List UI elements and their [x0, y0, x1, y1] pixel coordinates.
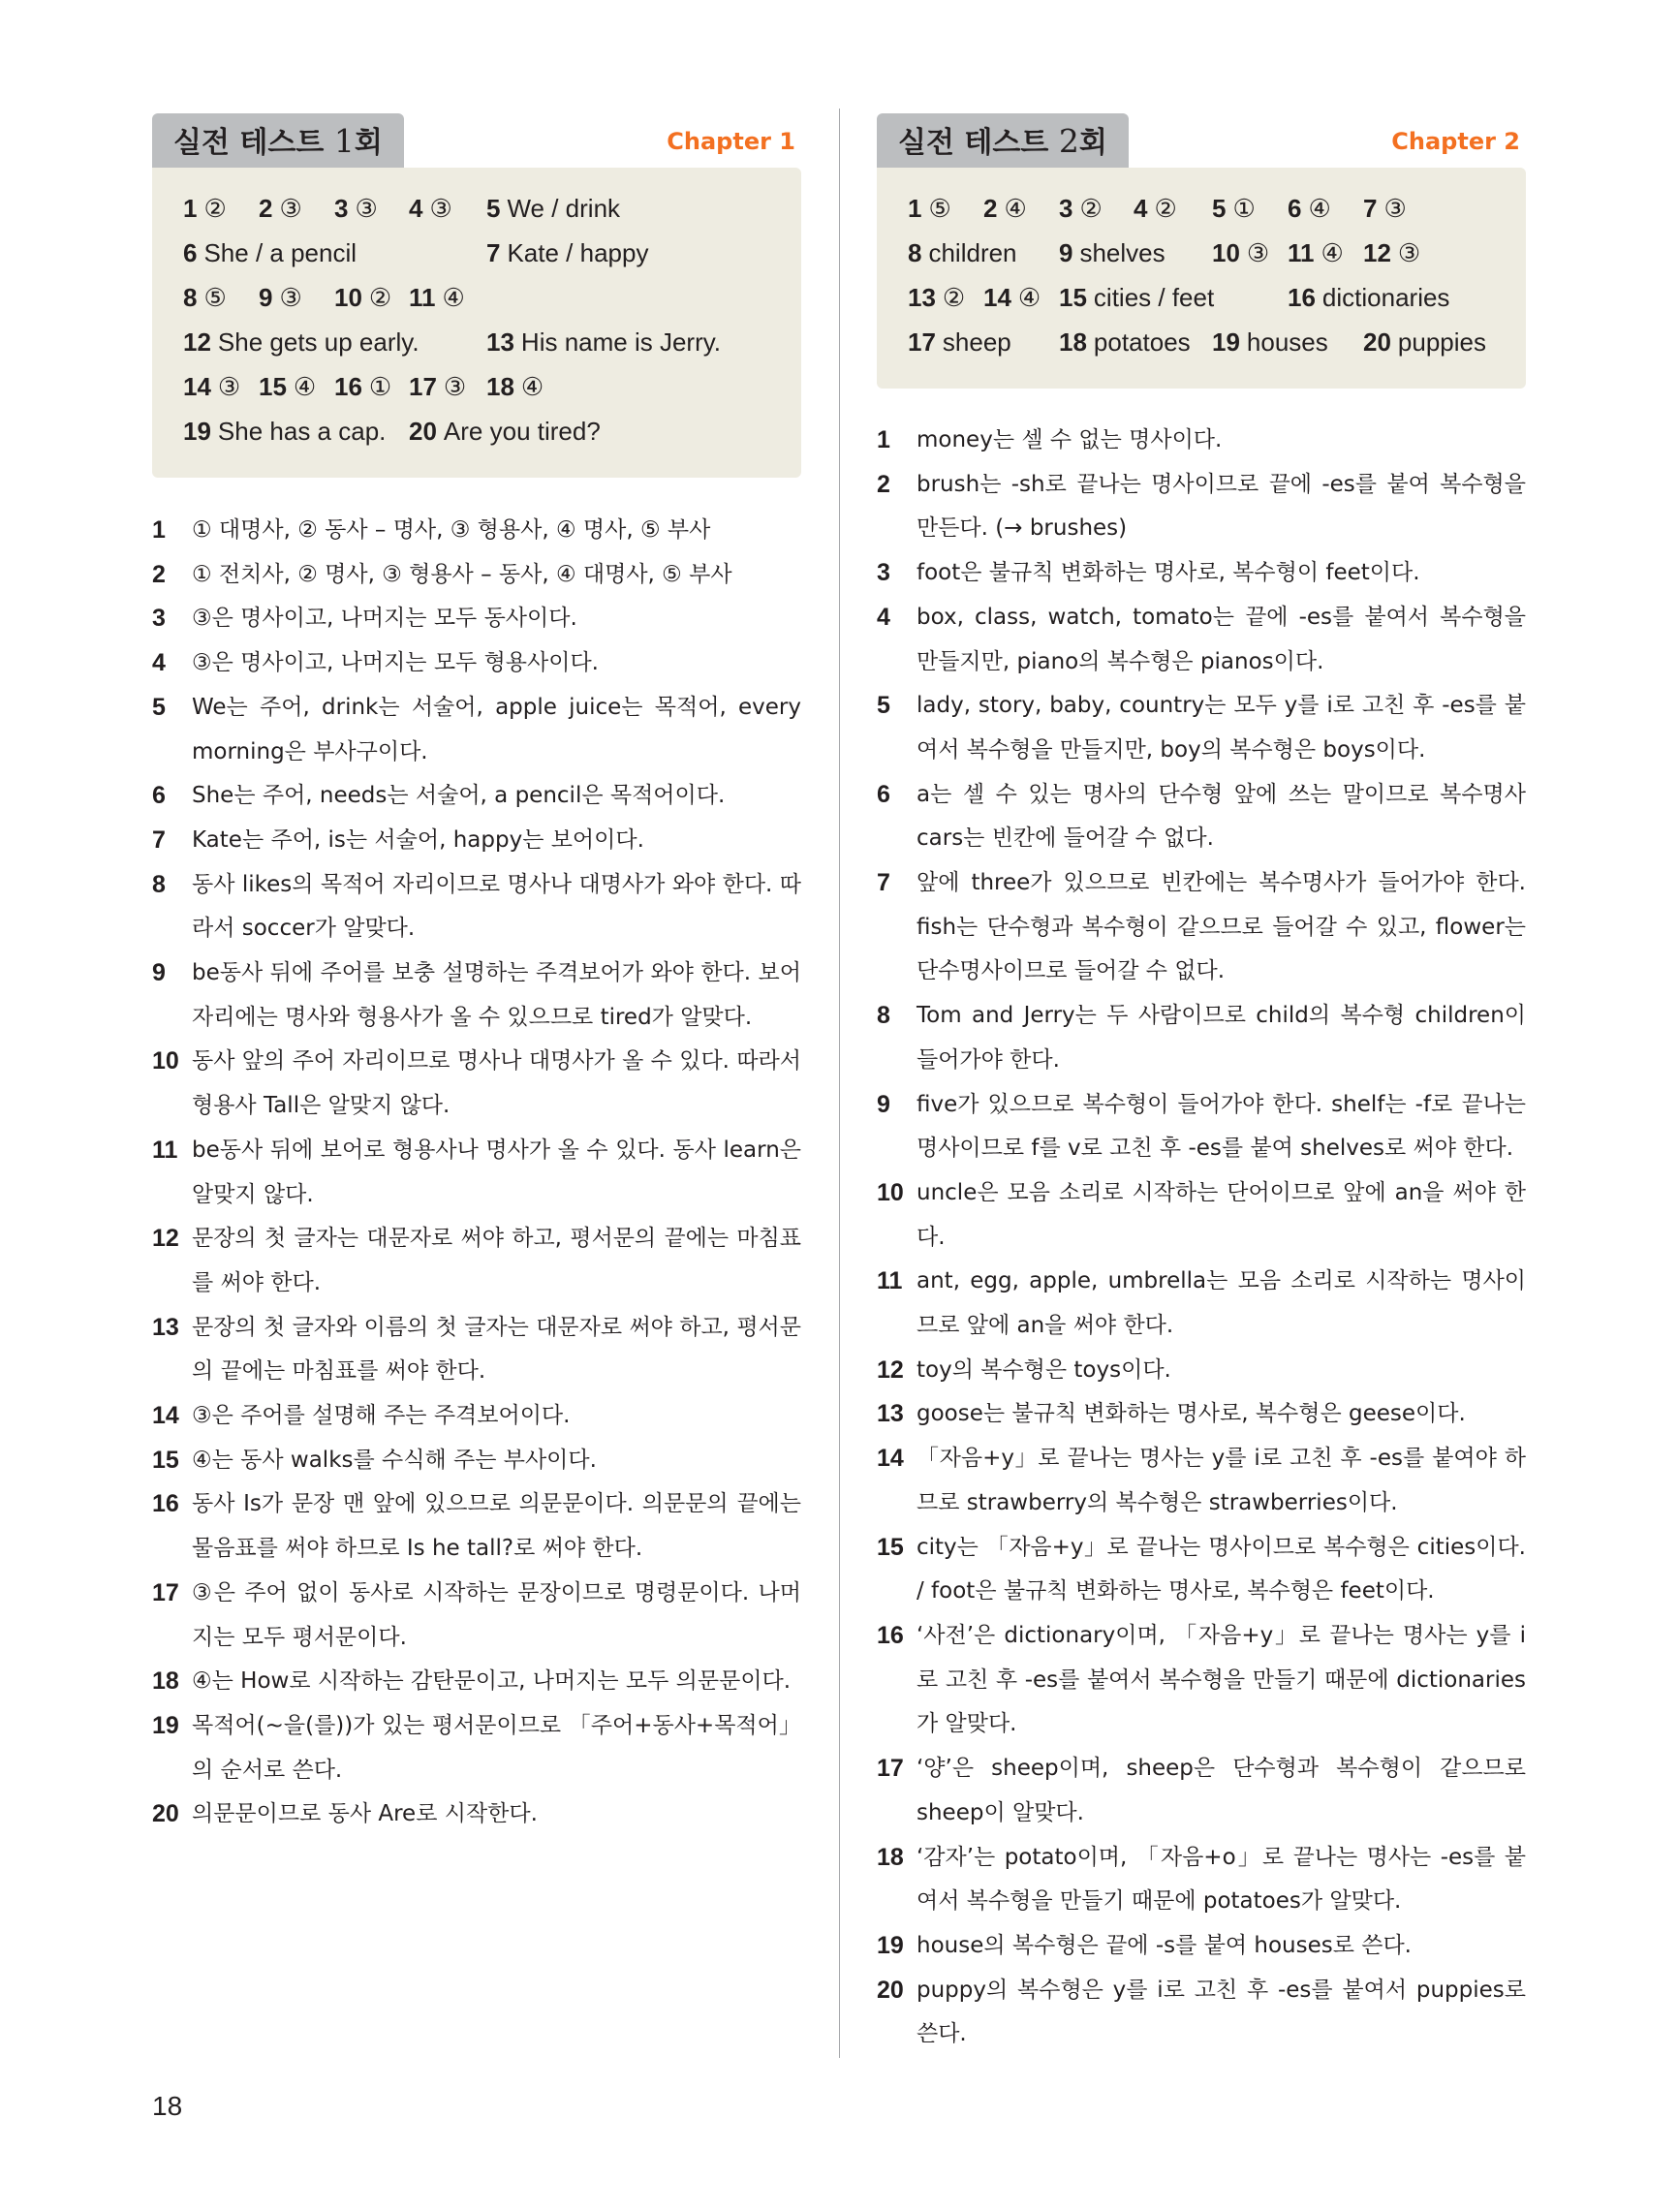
answer-item: 11 ④: [409, 283, 465, 312]
answer-item: 20 Are you tired?: [409, 417, 601, 446]
explanation-item: 8 동사 likes의 목적어 자리이므로 명사나 대명사가 와야 한다. 따라서 soccer가 알맞다.: [152, 870, 801, 942]
answer-item: 16 ①: [334, 372, 392, 401]
answer-item: 5 ①: [1212, 194, 1256, 223]
answer-item: 3 ③: [334, 194, 378, 223]
explanation-item: 2 brush는 -sh로 끝나는 명사이므로 끝에 -es를 붙여 복수형을 만든다. (→ brushes): [877, 470, 1526, 542]
explanation-item: 19 house의 복수형은 끝에 -s를 붙여 houses로 쓴다.: [877, 1931, 1412, 1959]
explanation-item: 17 ③은 주어 없이 동사로 시작하는 문장이므로 명령문이다. 나머지는 모두 평서문이다.: [152, 1578, 801, 1650]
explanation-item: 11 be동사 뒤에 보어로 형용사나 명사가 올 수 있다. 동사 learn은 알맞지 않다.: [152, 1136, 801, 1207]
answer-item: 12 She gets up early.: [183, 327, 420, 357]
explanation-item: 3 ③은 명사이고, 나머지는 모두 동사이다.: [152, 605, 577, 633]
test1-explanations: [152, 509, 801, 1837]
answer-item: 15 ④: [259, 372, 317, 401]
explanation-item: 14 ③은 주어를 설명해 주는 주격보어이다.: [152, 1402, 571, 1430]
answer-item: 9 ③: [259, 283, 302, 312]
answer-item: 1 ②: [183, 194, 227, 223]
answer-item: 5 We / drink: [486, 194, 621, 223]
explanation-item: 17 ‘양’은 sheep이며, sheep은 단수형과 복수형이 같으므로 sheep이 알맞다.: [877, 1755, 1526, 1825]
answer-item: 10 ②: [334, 283, 392, 312]
answer-item: 8 ⑤: [183, 283, 227, 312]
test1-title-suffix: 회: [354, 126, 383, 160]
explanation-item: 15 city는 「자음+y」로 끝나는 명사이므로 복수형은 cities이다. / foot은 불규칙 변화하는 명사로, 복수형은 feet이다.: [877, 1533, 1526, 1604]
explanation-item: 6 a는 셀 수 있는 명사의 단수형 앞에 쓰는 말이므로 복수명사 cars는 빈칸에 들어갈 수 없다.: [877, 780, 1526, 852]
explanation-item: 1 money는 셀 수 없는 명사이다.: [877, 426, 1223, 453]
test1-title: [152, 113, 404, 168]
answer-item: 12 ③: [1363, 238, 1421, 267]
explanation-item: 10 동사 앞의 주어 자리이므로 명사나 대명사가 올 수 있다. 따라서 형용사 Tall은 알맞지 않다.: [152, 1047, 801, 1119]
test2-title-number: 2: [1058, 122, 1079, 160]
answer-item: 17 ③: [409, 372, 467, 401]
explanation-item: 13 문장의 첫 글자와 이름의 첫 글자는 대문자로 써야 하고, 평서문의 끝에는 마침표를 써야 한다.: [152, 1313, 801, 1385]
answer-item: 7 ③: [1363, 194, 1407, 223]
answer-item: 18 ④: [486, 372, 544, 401]
answer-item: 2 ④: [983, 194, 1027, 223]
explanation-item: 18 ‘감자’는 potato이며, 「자음+o」로 끝나는 명사는 -es를 붙여서 복수형을 만들기 때문에 potatoes가 알맞다.: [877, 1843, 1526, 1915]
explanation-item: 6 She는 주어, needs는 서술어, a pencil은 목적어이다.: [152, 782, 726, 810]
answer-item: 16 dictionaries: [1288, 283, 1450, 312]
answer-item: 14 ④: [983, 283, 1041, 312]
test2-explanations: [877, 419, 1526, 2057]
answer-item: 2 ③: [259, 194, 302, 223]
explanation-item: 9 be동사 뒤에 주어를 보충 설명하는 주격보어가 와야 한다. 보어 자리에는 명사와 형용사가 올 수 있으므로 tired가 알맞다.: [152, 959, 801, 1030]
explanation-item: 14 「자음+y」로 끝나는 명사는 y를 i로 고친 후 -es를 붙여야 하므로 strawberry의 복수형은 strawberries이다.: [877, 1445, 1526, 1515]
answer-item: 1 ⑤: [908, 194, 951, 223]
test1-answer-box: [152, 168, 801, 478]
answer-item: 7 Kate / happy: [486, 238, 649, 267]
answer-item: 18 potatoes: [1059, 327, 1191, 357]
answer-item: 13 ②: [908, 283, 966, 312]
answer-item: 3 ②: [1059, 194, 1103, 223]
test1-chapter-label: Chapter 1: [667, 128, 795, 155]
explanation-item: 8 Tom and Jerry는 두 사람이므로 child의 복수형 children이 들어가야 한다.: [877, 1002, 1526, 1073]
test2-title: [877, 113, 1129, 168]
answer-item: 6 She / a pencil: [183, 238, 357, 267]
explanation-item: 12 toy의 복수형은 toys이다.: [877, 1355, 1171, 1384]
answer-item: 19 houses: [1212, 327, 1328, 357]
test2-chapter-label: Chapter 2: [1391, 128, 1520, 155]
explanation-item: 20 puppy의 복수형은 y를 i로 고친 후 -es를 붙여서 puppies로 쓴다.: [877, 1976, 1526, 2047]
explanation-item: 11 ant, egg, apple, umbrella는 모음 소리로 시작하는 명사이므로 앞에 an을 써야 한다.: [877, 1267, 1526, 1339]
explanation-item: 13 goose는 불규칙 변화하는 명사로, 복수형은 geese이다.: [877, 1400, 1466, 1428]
answer-item: 15 cities / feet: [1059, 283, 1215, 312]
explanation-item: 3 foot은 불규칙 변화하는 명사로, 복수형이 feet이다.: [877, 559, 1420, 587]
explanation-item: 19 목적어(~을(를))가 있는 평서문이므로 「주어+동사+목적어」의 순서로 쓴다.: [152, 1711, 801, 1783]
test2-answer-box: [877, 168, 1526, 389]
explanation-item: 10 uncle은 모음 소리로 시작하는 단어이므로 앞에 an을 써야 한다.: [877, 1178, 1526, 1250]
explanation-item: 4 box, class, watch, tomato는 끝에 -es를 붙여서 복수형을 만들지만, piano의 복수형은 pianos이다.: [877, 603, 1526, 674]
explanation-item: 4 ③은 명사이고, 나머지는 모두 형용사이다.: [152, 649, 599, 677]
answer-item: 11 ④: [1288, 238, 1344, 267]
page-number: 18: [152, 2091, 183, 2121]
explanation-item: 16 동사 Is가 문장 맨 앞에 있으므로 의문문이다. 의문문의 끝에는 물음표를 써야 하므로 Is he tall?로 써야 한다.: [152, 1490, 801, 1562]
test2-title-suffix: 회: [1078, 126, 1107, 160]
answer-item: 19 She has a cap.: [183, 417, 387, 446]
answer-item: 13 His name is Jerry.: [486, 327, 722, 357]
test1-title-number: 1: [333, 122, 355, 160]
explanation-item: 16 ‘사전’은 dictionary이며, 「자음+y」로 끝나는 명사는 y를 i로 고친 후 -es를 붙여서 복수형을 만들기 때문에 dictionaries가 알맞다.: [877, 1621, 1526, 1737]
explanation-item: 18 ④는 How로 시작하는 감탄문이고, 나머지는 모두 의문문이다.: [152, 1667, 792, 1696]
explanation-item: 1 ① 대명사, ② 동사 – 명사, ③ 형용사, ④ 명사, ⑤ 부사: [152, 516, 711, 544]
answer-item: 10 ③: [1212, 238, 1270, 267]
explanation-item: 2 ① 전치사, ② 명사, ③ 형용사 – 동사, ④ 대명사, ⑤ 부사: [152, 560, 732, 588]
answer-item: 4 ②: [1134, 194, 1177, 223]
test2-title-text: 실전 테스트: [898, 126, 1049, 160]
answer-item: 4 ③: [409, 194, 452, 223]
explanation-item: 20 의문문이므로 동사 Are로 시작한다.: [152, 1800, 538, 1828]
answer-item: 17 sheep: [908, 327, 1011, 357]
answer-item: 14 ③: [183, 372, 241, 401]
explanation-item: 5 We는 주어, drink는 서술어, apple juice는 목적어, every morning은 부사구이다.: [152, 693, 801, 764]
explanation-item: 5 lady, story, baby, country는 모두 y를 i로 고친 후 -es를 붙여서 복수형을 만들지만, boy의 복수형은 boys이다.: [877, 692, 1526, 763]
answer-item: 9 shelves: [1059, 238, 1165, 267]
explanation-item: 7 Kate는 주어, is는 서술어, happy는 보어이다.: [152, 826, 644, 854]
explanation-item: 7 앞에 three가 있으므로 빈칸에는 복수명사가 들어가야 한다. fish는 단수형과 복수형이 같으므로 들어갈 수 있고, flower는 단수명사이므로 들어갈 수 없다.: [877, 869, 1526, 984]
explanation-item: 15 ④는 동사 walks를 수식해 주는 부사이다.: [152, 1446, 597, 1474]
answer-item: 20 puppies: [1363, 327, 1486, 357]
test1-title-text: 실전 테스트: [173, 126, 325, 160]
column-divider: [839, 109, 840, 2058]
answer-item: 8 children: [908, 238, 1017, 267]
explanation-item: 12 문장의 첫 글자는 대문자로 써야 하고, 평서문의 끝에는 마침표를 써야 한다.: [152, 1225, 801, 1295]
answer-item: 6 ④: [1288, 194, 1331, 223]
explanation-item: 9 five가 있으므로 복수형이 들어가야 한다. shelf는 -f로 끝나는 명사이므로 f를 v로 고친 후 -es를 붙여 shelves로 써야 한다.: [877, 1090, 1526, 1162]
